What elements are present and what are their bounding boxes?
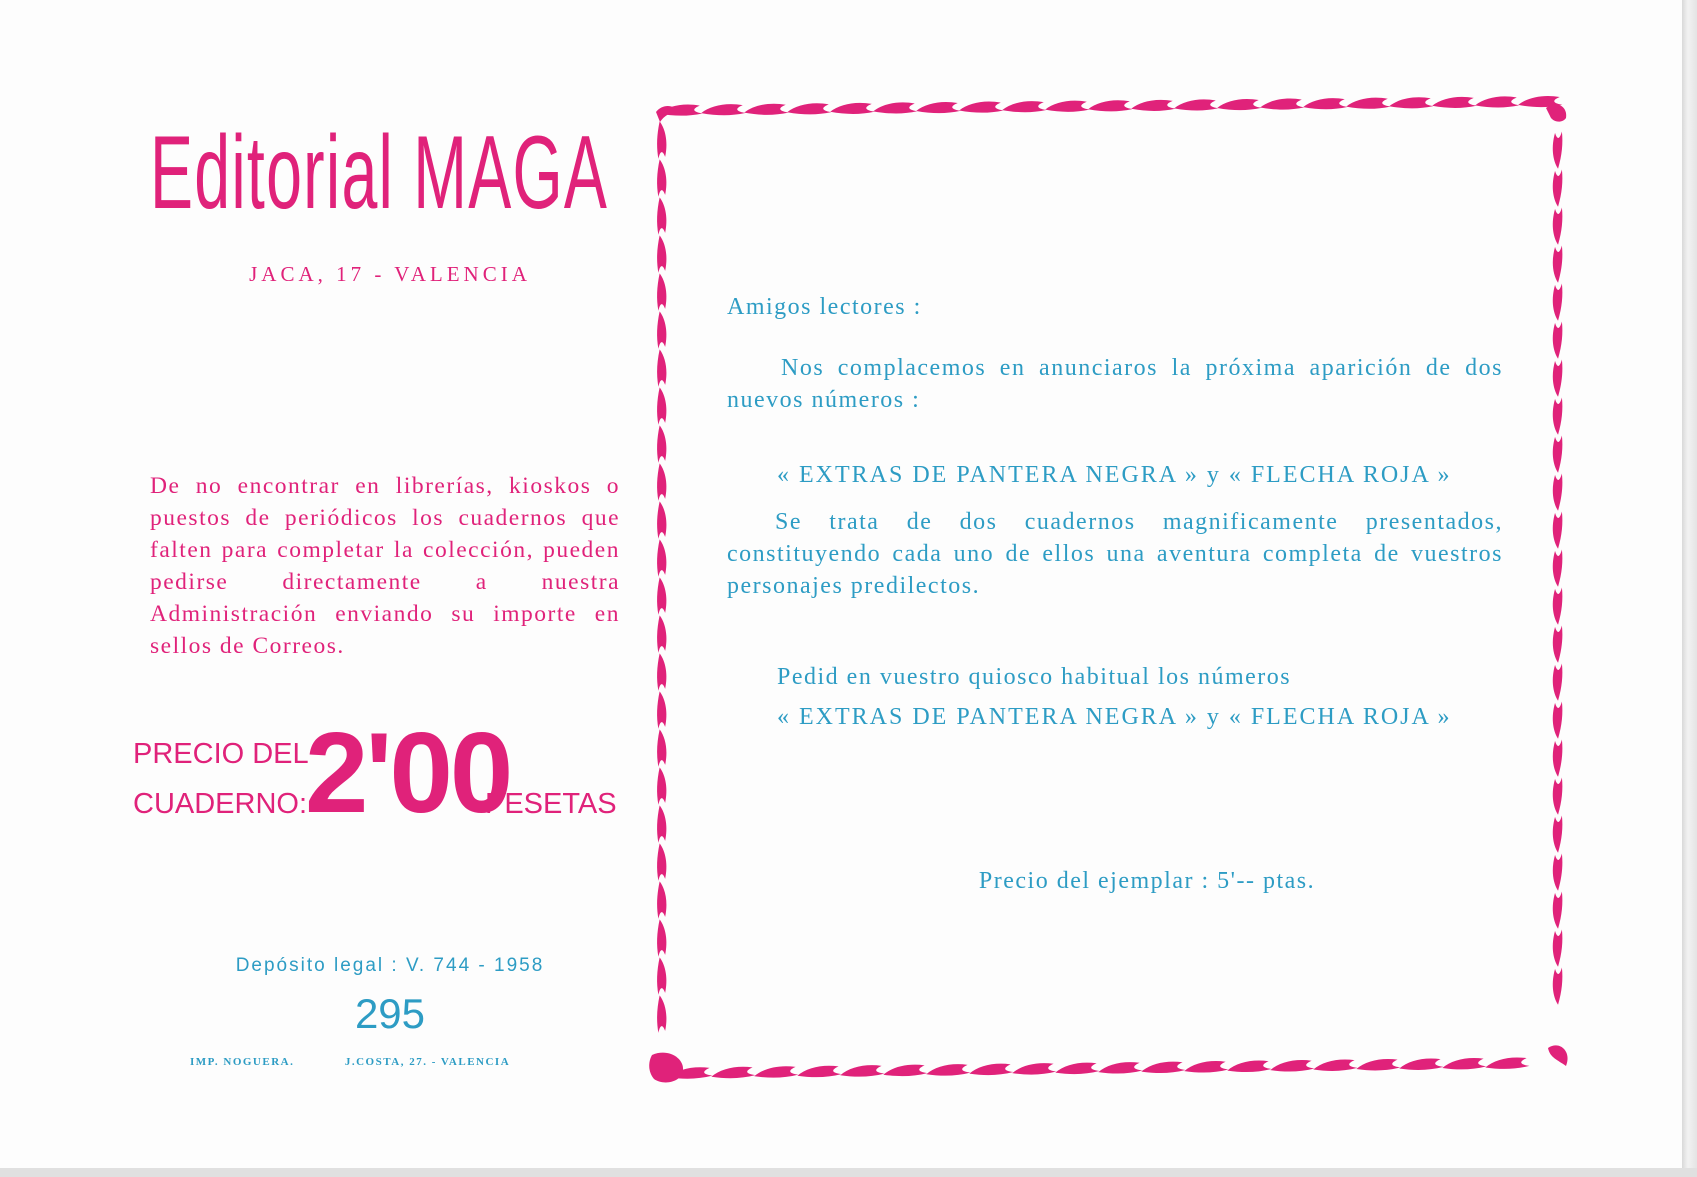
frame-ornament bbox=[1552, 207, 1563, 245]
order-line: Pedid en vuestro quiosco habitual los números bbox=[777, 664, 1292, 690]
printer-name: IMP. NOGUERA. bbox=[190, 1056, 295, 1068]
frame-ornament bbox=[1552, 359, 1563, 397]
frame-ornament bbox=[1055, 1061, 1100, 1077]
frame-corner-ornament bbox=[1548, 1045, 1568, 1066]
frame-ornament bbox=[1399, 1057, 1444, 1073]
frame-ornament bbox=[1552, 245, 1563, 283]
frame-top-border bbox=[658, 95, 1563, 118]
frame-ornament bbox=[1270, 1058, 1315, 1074]
frame-left-border bbox=[656, 121, 667, 1033]
frame-ornament bbox=[840, 1064, 885, 1080]
frame-ornament bbox=[883, 1063, 928, 1079]
frame-ornament bbox=[1552, 435, 1563, 473]
frame-ornament bbox=[1552, 549, 1563, 587]
frame-ornament bbox=[1475, 95, 1520, 109]
frame-ornament bbox=[1045, 100, 1090, 114]
frame-ornament bbox=[1356, 1057, 1401, 1073]
frame-ornament bbox=[656, 273, 667, 311]
frame-ornament bbox=[1552, 663, 1563, 701]
frame-ornament bbox=[656, 501, 667, 539]
frame-ornament bbox=[1227, 1059, 1272, 1075]
frame-ornament bbox=[1552, 169, 1563, 207]
frame-ornament bbox=[1260, 97, 1305, 111]
frame-ornament bbox=[656, 425, 667, 463]
frame-ornament bbox=[969, 1062, 1014, 1078]
frame-ornament bbox=[656, 235, 667, 273]
price-unit: PESETAS bbox=[485, 788, 617, 820]
series-titles: « EXTRAS DE PANTERA NEGRA » y « FLECHA ROJA » bbox=[777, 462, 1452, 488]
frame-ornament bbox=[1389, 96, 1434, 110]
issue-number: 295 bbox=[354, 990, 426, 1037]
frame-ornament bbox=[926, 1063, 971, 1079]
frame-ornament bbox=[1552, 131, 1563, 169]
frame-ornament bbox=[656, 121, 667, 159]
frame-ornament bbox=[1313, 1058, 1358, 1074]
frame-ornament bbox=[656, 159, 667, 197]
frame-ornament bbox=[656, 577, 667, 615]
frame-ornament bbox=[1552, 625, 1563, 663]
legal-deposit: Depósito legal : V. 744 - 1958 bbox=[235, 955, 545, 976]
letter-greeting: Amigos lectores : bbox=[727, 294, 922, 320]
frame-ornament bbox=[1552, 853, 1563, 891]
frame-ornament bbox=[1432, 96, 1477, 110]
frame-ornament bbox=[656, 881, 667, 919]
frame-ornament bbox=[1485, 1056, 1530, 1072]
frame-ornament bbox=[1552, 739, 1563, 777]
frame-ornament bbox=[1217, 98, 1262, 112]
frame-ornament bbox=[1098, 1061, 1143, 1077]
frame-ornament bbox=[656, 843, 667, 881]
publisher-address: JACA, 17 - VALENCIA bbox=[249, 262, 531, 286]
price-label-line2: CUADERNO: bbox=[133, 788, 308, 820]
frame-ornament bbox=[1303, 97, 1348, 111]
frame-ornament bbox=[656, 539, 667, 577]
frame-ornament bbox=[656, 311, 667, 349]
order-notice: De no encontrar en librerías, kioskos o puestos de periódicos los cuadernos que falten para completar la colección, pueden pedirse directamente a nuestra Administración enviando su importe en sellos de Correos. bbox=[150, 473, 620, 659]
frame-ornament bbox=[656, 919, 667, 957]
frame-ornament bbox=[1552, 283, 1563, 321]
frame-ornament bbox=[1552, 891, 1563, 929]
frame-bottom-border bbox=[668, 1056, 1530, 1081]
frame-ornament bbox=[1012, 1062, 1057, 1078]
frame-ornament bbox=[656, 957, 667, 995]
frame-ornament bbox=[711, 1065, 756, 1081]
series-titles-repeat: « EXTRAS DE PANTERA NEGRA » y « FLECHA ROJA » bbox=[777, 704, 1452, 730]
frame-ornament bbox=[1552, 929, 1563, 967]
frame-ornament bbox=[1552, 967, 1563, 1005]
frame-ornament bbox=[1174, 98, 1219, 112]
letter-description: Se trata de dos cuadernos magnificamente presentados, constituyendo cada uno de ellos una aventura completa de vuestros personajes predilectos. bbox=[727, 509, 1503, 599]
frame-ornament bbox=[1552, 511, 1563, 549]
frame-ornament bbox=[656, 767, 667, 805]
publisher-logo: Editorial MAGA bbox=[150, 115, 609, 231]
frame-ornament bbox=[656, 197, 667, 235]
frame-ornament bbox=[1552, 777, 1563, 815]
frame-ornament bbox=[656, 805, 667, 843]
frame-ornament bbox=[1131, 99, 1176, 113]
frame-ornament bbox=[656, 729, 667, 767]
frame-corner-ornament bbox=[649, 1053, 683, 1083]
frame-ornament bbox=[1552, 321, 1563, 359]
frame-ornament bbox=[1552, 587, 1563, 625]
price-label-line1: PRECIO DEL bbox=[133, 738, 309, 770]
frame-ornament bbox=[916, 101, 961, 115]
frame-ornament bbox=[1088, 99, 1133, 113]
frame-ornament bbox=[1552, 701, 1563, 739]
price-amount: 2'00 bbox=[305, 710, 511, 837]
frame-ornament bbox=[754, 1065, 799, 1081]
frame-ornament bbox=[1141, 1060, 1186, 1076]
frame-ornament bbox=[830, 102, 875, 116]
frame-ornament bbox=[1442, 1056, 1487, 1072]
frame-ornament bbox=[1552, 473, 1563, 511]
frame-right-border bbox=[1552, 131, 1563, 1005]
frame-ornament bbox=[1184, 1059, 1229, 1075]
frame-ornament bbox=[1552, 397, 1563, 435]
frame-ornament bbox=[656, 615, 667, 653]
frame-ornament bbox=[656, 995, 667, 1033]
frame-ornament bbox=[744, 103, 789, 117]
frame-ornament bbox=[797, 1064, 842, 1080]
frame-corner-ornament bbox=[1546, 104, 1566, 121]
frame-ornament bbox=[701, 103, 746, 117]
letter-intro: Nos complacemos en anunciaros la próxima aparición de dos nuevos números : bbox=[727, 355, 1503, 413]
printer-address: J.COSTA, 27. - VALENCIA bbox=[344, 1056, 511, 1068]
frame-ornament bbox=[656, 653, 667, 691]
frame-ornament bbox=[873, 101, 918, 115]
frame-ornament bbox=[656, 691, 667, 729]
frame-ornament bbox=[656, 463, 667, 501]
frame-ornament bbox=[656, 349, 667, 387]
frame-ornament bbox=[787, 102, 832, 116]
copy-price: Precio del ejemplar : 5'-- ptas. bbox=[978, 868, 1316, 894]
frame-ornament bbox=[1002, 100, 1047, 114]
frame-ornament bbox=[1552, 815, 1563, 853]
frame-ornament bbox=[959, 100, 1004, 114]
frame-ornament bbox=[656, 387, 667, 425]
frame-ornament bbox=[1346, 97, 1391, 111]
